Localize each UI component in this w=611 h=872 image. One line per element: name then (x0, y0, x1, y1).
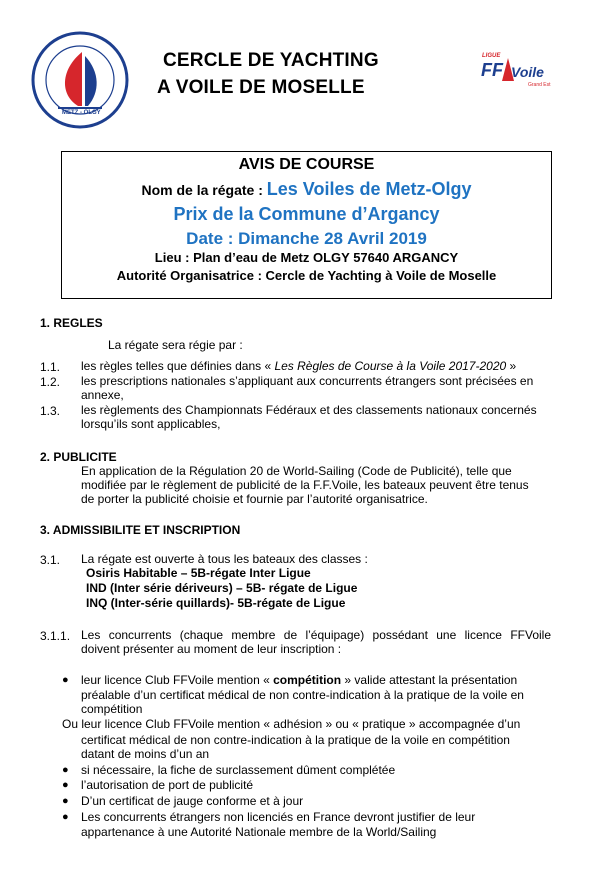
logo-text-bottom: METZ - OLGY (62, 110, 101, 116)
s3-b1-l1 (81, 674, 517, 687)
s3-b1-l2: préalable d’un certificat médical de non contre-indication à la pratique de la voile en (81, 688, 524, 702)
s3-ou-l2: certificat médical de non contre-indication à la pratique de la voile en compétition (81, 733, 510, 747)
race-name-label: Nom de la régate : (141, 182, 267, 198)
s1-item1 (81, 360, 516, 373)
s3-b1-l3: compétition (81, 702, 143, 716)
s1-item2-l1: les prescriptions nationales s’appliquant aux concurrents étrangers sont précisées en (81, 374, 534, 388)
s3-class1: Osiris Habitable – 5B-régate Inter Ligue (86, 566, 311, 580)
bullet-4: ● (62, 795, 69, 807)
s2-line1: En application de la Régulation 20 de World-Sailing (Code de Publicité), telle que (81, 464, 512, 478)
s3-item11-l2: doivent présenter au moment de leur inscription : (81, 642, 342, 656)
club-logo (30, 30, 130, 130)
club-title-line2: A VOILE DE MOSELLE (157, 77, 365, 98)
autorite-line: Autorité Organisatrice : Cercle de Yachting à Voile de Moselle (116, 268, 497, 283)
ffv-voile: Voile (511, 64, 544, 80)
section-3-title: 3. ADMISSIBILITE ET INSCRIPTION (40, 523, 241, 537)
s1-item3-l2: lorsqu’ils sont applicables, (81, 417, 221, 431)
bullet-3: ● (62, 779, 69, 791)
bullet-5: ● (62, 811, 69, 823)
s3-b5-l2: appartenance à une Autorité Nationale membre de la World/Sailing (81, 825, 437, 839)
s3-class3: INQ (Inter-série quillards)- 5B-régate de Ligue (86, 596, 346, 610)
race-name-line (62, 179, 551, 200)
section-1-title: 1. REGLES (40, 316, 103, 330)
lieu-line: Lieu : Plan d’eau de Metz OLGY 57640 ARGANCY (154, 250, 459, 265)
race-name-value: Les Voiles de Metz-Olgy (266, 179, 472, 199)
title-box (61, 151, 552, 299)
s1-item1-a: les règles telles que définies dans « (81, 359, 275, 373)
date-line: Date : Dimanche 28 Avril 2019 (186, 229, 427, 248)
ffv-ligue: LIGUE (482, 53, 501, 59)
s3-ou-l1: Ou leur licence Club FFVoile mention « adhésion » ou « pratique » accompagnée d’un (62, 717, 521, 731)
ffvoile-logo (478, 53, 562, 93)
s3-b3: l’autorisation de port de publicité (81, 778, 254, 792)
s2-line3: de porter la publicité choisie et fournie par l’autorité organisatrice. (81, 492, 428, 506)
s3-item1-num: 3.1. (40, 553, 61, 567)
section-2-title: 2. PUBLICITE (40, 450, 117, 464)
club-title-line1: CERCLE DE YACHTING (163, 50, 379, 71)
s3-b1-b: compétition (273, 673, 342, 687)
s1-item1-b: Les Règles de Course à la Voile 2017-2020 (274, 359, 507, 373)
s3-b5-l1: Les concurrents étrangers non licenciés en France devront justifier de leur (81, 810, 476, 824)
sail-icon (500, 57, 516, 83)
s1-item2-num: 1.2. (40, 375, 61, 389)
s3-b1-c: » valide attestant la présentation (341, 673, 518, 687)
s1-item1-num: 1.1. (40, 360, 61, 374)
bullet-2: ● (62, 764, 69, 776)
s3-class2: IND (Inter série dériveurs) – 5B- régate de Ligue (86, 581, 358, 595)
s3-ou-l3: datant de moins d’un an (81, 747, 210, 761)
s1-intro: La régate sera régie par : (108, 338, 243, 352)
s3-item11-num: 3.1.1. (40, 629, 71, 643)
s1-item3-num: 1.3. (40, 404, 61, 418)
box-title: AVIS DE COURSE (238, 156, 375, 173)
s3-item1: La régate est ouverte à tous les bateaux des classes : (81, 552, 368, 566)
prize-line: Prix de la Commune d’Argancy (173, 204, 440, 224)
bullet-1: ● (62, 674, 69, 686)
s3-b1-a: leur licence Club FFVoile mention « (81, 673, 274, 687)
ffv-brand: FF (481, 60, 503, 80)
s3-item11-l1: Les concurrents (chaque membre de l’équipage) possédant une licence FFVoile (81, 628, 551, 642)
s2-line2: modifiée par le règlement de publicité de la F.F.Voile, les bateaux peuvent être tenus (81, 478, 529, 492)
s1-item1-c: » (506, 359, 517, 373)
ffv-region: Grand Est (528, 82, 551, 88)
s1-item3-l1: les règlements des Championnats Fédéraux et des classements nationaux concernés (81, 403, 537, 417)
s1-item2-l2: annexe, (81, 388, 124, 402)
s3-b4: D’un certificat de jauge conforme et à jour (81, 794, 304, 808)
s3-b2: si nécessaire, la fiche de surclassement dûment complétée (81, 763, 396, 777)
